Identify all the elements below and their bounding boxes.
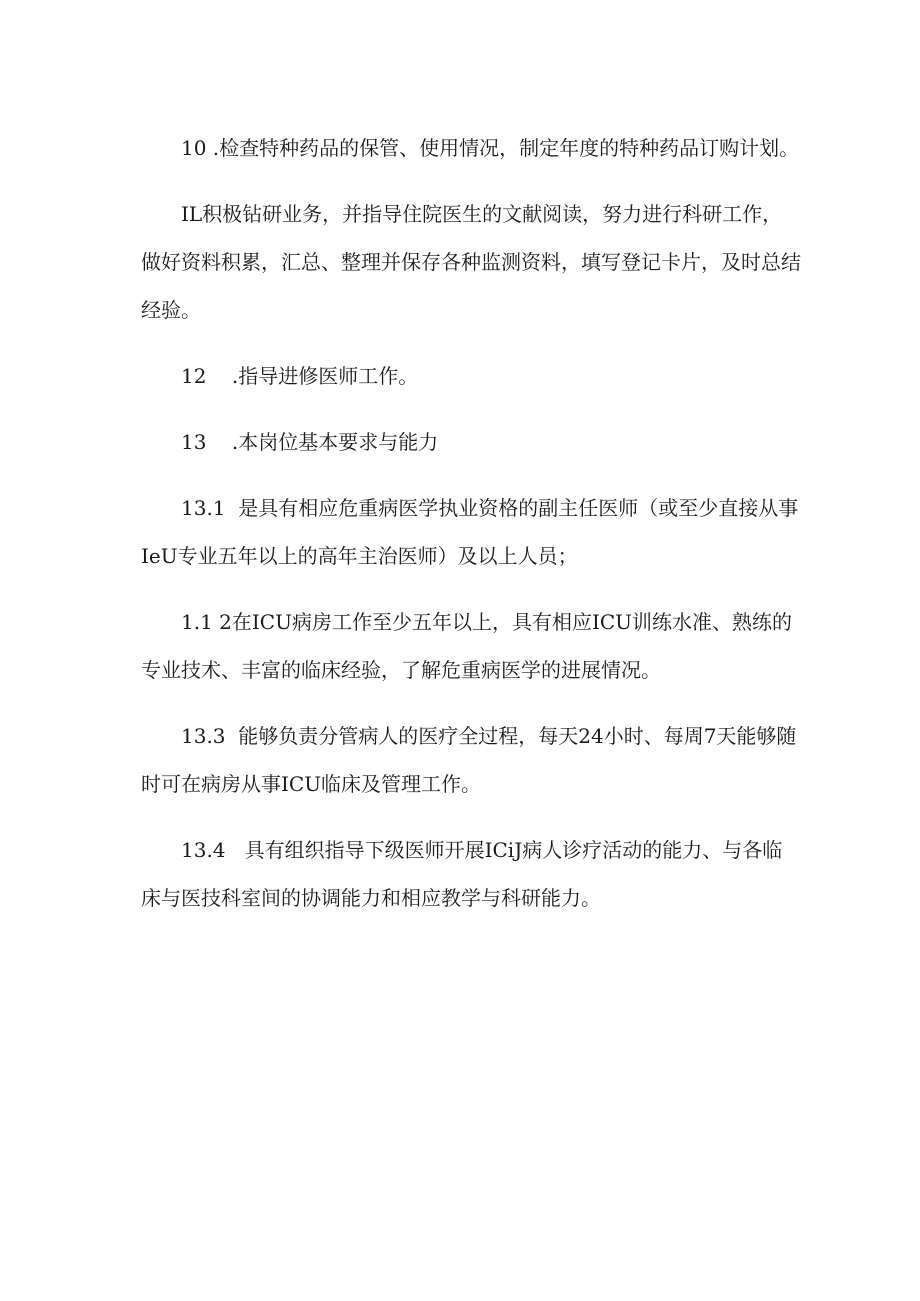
paragraph-item-13: 13 .本岗位基本要求与能力 — [181, 430, 439, 454]
paragraph-item-13-4: 13.4 具有组织指导下级医师开展ICiJ病人诊疗活动的能力、与各临床与医技科室间的协调能力和相应教学与科研能力。 — [141, 838, 783, 910]
document-body — [141, 124, 801, 940]
paragraph-item-11: IL积极钻研业务，并指导住院医生的文献阅读，努力进行科研工作，做好资料积累，汇总、整理并保存各种监测资料，填写登记卡片，及时总结经验。 — [141, 202, 801, 322]
paragraph-item-13-3: 13.3 能够负责分管病人的医疗全过程，每天24小时、每周7天能够随时可在病房从事ICU临床及管理工作。 — [141, 724, 797, 796]
paragraph-item-10: 10 .检查特种药品的保管、使用情况，制定年度的特种药品订购计划。 — [181, 136, 800, 160]
paragraph-item-12: 12 .指导进修医师工作。 — [181, 364, 419, 388]
paragraph-item-13-1: 13.1 是具有相应危重病医学执业资格的副主任医师（或至少直接从事IeU专业五年以上的高年主治医师）及以上人员； — [141, 496, 799, 568]
paragraph-item-13-2: 1.1 2在ICU病房工作至少五年以上，具有相应ICU训练水准、熟练的专业技术、丰富的临床经验，了解危重病医学的进展情况。 — [141, 610, 793, 682]
